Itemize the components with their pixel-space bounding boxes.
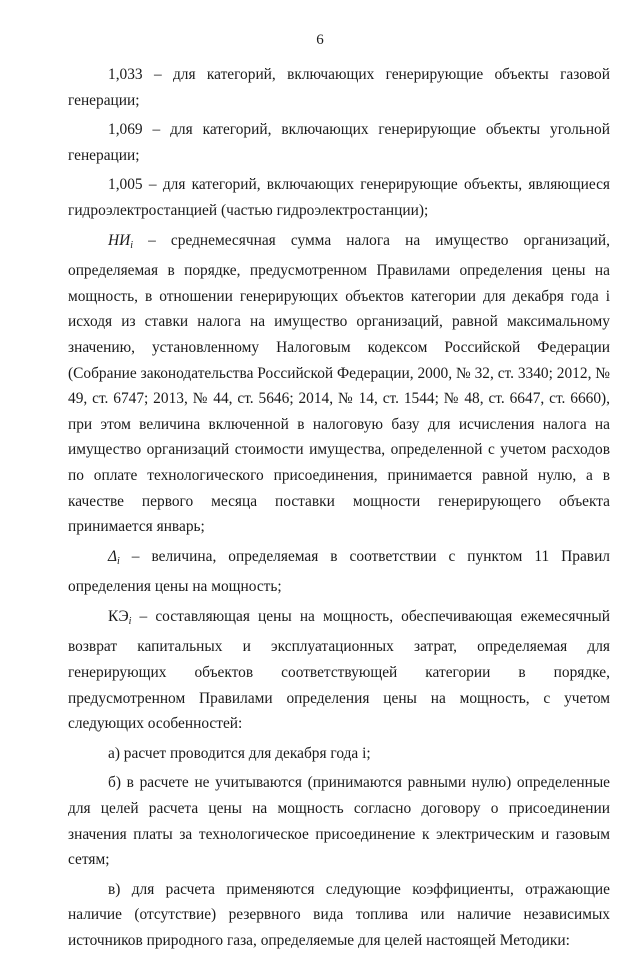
document-body [68, 62, 610, 954]
symbol-delta-subscript: i [117, 555, 120, 567]
symbol-ni-subscript: i [130, 239, 134, 251]
page-number: 6 [316, 32, 324, 48]
paragraph-delta-definition [68, 544, 610, 600]
paragraph-text: – составляющая цены на мощность, обеспечивающая ежемесячный возврат капитальных и эксплуатационных затрат, определяемая для генерирующих объектов соответствующей категории в порядке, предусмотренном Правилами определения цены на мощность, с учетом следующих особенностей: [68, 607, 610, 733]
paragraph-gas-coefficient [68, 62, 610, 113]
paragraph-text: 1,005 – для категорий, включающих генерирующие объекты, являющиеся гидроэлектростанцией (частью гидроэлектростанции); [68, 176, 610, 219]
paragraph-hydro-coefficient [68, 172, 610, 223]
paragraph-text: – среднемесячная сумма налога на имущество организаций, определяемая в порядке, предусмотренном Правилами определения цены на мощность, в отношении генерирующих объектов категории для декабря года i исходя из ставки налога на имущество организаций, равной максимальному значению, установленному Налоговым кодексом Российской Федерации (Собрание законодательства Российской Федерации, 2000, № 32, ст. 3340; 2012, № 49, ст. 6747; 2013, № 44, ст. 5646; 2014, № 14, ст. 1544; № 48, ст. 6647, ст. 6660), при этом величина включенной в налоговую базу для исчисления налога на имущество организаций стоимости имущества, определенной с учетом расходов по оплате технологического присоединения, принимается равной нулю, а в качестве первого месяца поставки мощности генерирующего объекта принимается январь; [68, 231, 610, 536]
paragraph-text: – величина, определяемая в соответствии с пунктом 11 Правил определения цены на мощность; [68, 547, 610, 596]
list-item-a [68, 741, 610, 767]
paragraph-coal-coefficient [68, 117, 610, 168]
symbol-ke: КЭ [108, 607, 129, 625]
paragraph-ke-definition [68, 604, 610, 737]
paragraph-text: в) для расчета применяются следующие коэффициенты, отражающие наличие (отсутствие) резервного вида топлива или наличие независимых источников природного газа, определяемые для целей настоящей Методики: [68, 880, 610, 949]
list-item-v [68, 877, 610, 954]
paragraph-property-tax-definition [68, 228, 610, 540]
symbol-ke-subscript: i [128, 615, 132, 627]
list-item-b [68, 770, 610, 872]
paragraph-text: б) в расчете не учитываются (принимаются равными нулю) определенные для целей расчета цены на мощность согласно договору о присоединении значения платы за технологическое присоединение к электрическим и газовым сетям; [68, 774, 610, 869]
paragraph-text: а) расчет проводится для декабря года i; [108, 744, 371, 762]
symbol-ni: НИ [108, 231, 131, 249]
paragraph-text: 1,069 – для категорий, включающих генерирующие объекты угольной генерации; [68, 121, 610, 164]
symbol-delta: Δ [108, 547, 118, 565]
paragraph-text: 1,033 – для категорий, включающих генерирующие объекты газовой генерации; [68, 66, 610, 109]
